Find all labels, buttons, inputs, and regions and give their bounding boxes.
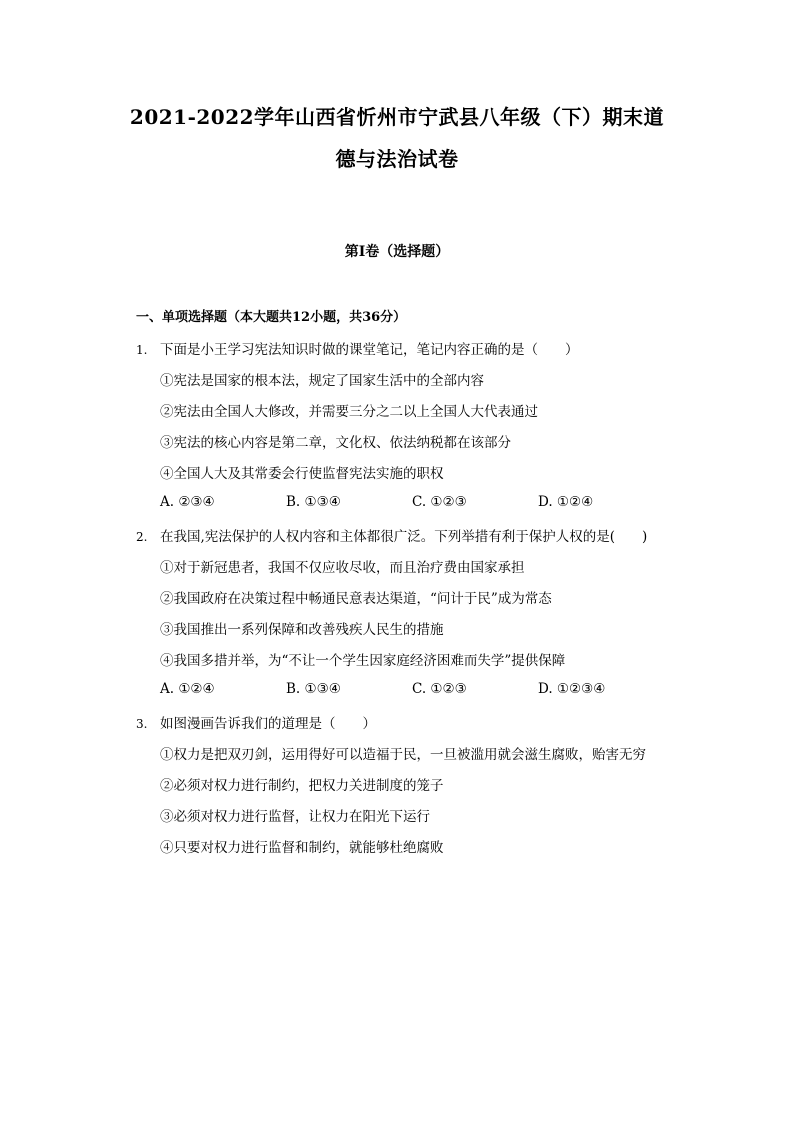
question-1-statement-1: ①宪法是国家的根本法，规定了国家生活中的全部内容 [160, 373, 484, 389]
question-1-statement-2: ②宪法由全国人大修改，并需要三分之二以上全国人大代表通过 [160, 404, 538, 420]
question-3-statement-3: ③必须对权力进行监督，让权力在阳光下运行 [160, 809, 430, 825]
question-1-statement-4: ④全国人大及其常委会行使监督宪法实施的职权 [160, 466, 444, 482]
question-1-choice-d[interactable]: D. ①②④ [538, 494, 594, 510]
question-3-stem: 如图漫画告诉我们的道理是（ ） [160, 716, 376, 732]
question-1 [136, 338, 579, 358]
question-1-number: 1. [136, 343, 148, 357]
question-2-statement-4: ④我国多措并举，为“不让一个学生因家庭经济困难而失学”提供保障 [160, 653, 566, 669]
question-2-stem: 在我国,宪法保护的人权内容和主体都很广泛。下列举措有利于保护人权的是( ) [160, 529, 648, 545]
question-1-choice-c[interactable]: C. ①②③ [412, 494, 467, 510]
question-1-choice-a[interactable]: A. ②③④ [160, 494, 215, 510]
question-1-choices [160, 494, 660, 514]
question-2-choice-b[interactable]: B. ①③④ [286, 681, 341, 697]
question-2-statement-3: ③我国推出一系列保障和改善残疾人民生的措施 [160, 622, 444, 638]
question-2 [136, 525, 647, 545]
question-1-statement-3: ③宪法的核心内容是第二章，文化权、依法纳税都在该部分 [160, 435, 511, 451]
exam-title-line-1: 2021-2022学年山西省忻州市宁武县八年级（下）期末道 [129, 105, 665, 129]
exam-title-line-2: 德与法治试卷 [335, 147, 459, 171]
question-2-choice-a[interactable]: A. ①②④ [160, 681, 215, 697]
question-3-number: 3. [136, 717, 148, 731]
question-3-statement-1: ①权力是把双刃剑，运用得好可以造福于民，一旦被滥用就会滋生腐败，贻害无穷 [160, 747, 646, 763]
question-1-choice-b[interactable]: B. ①③④ [286, 494, 341, 510]
question-2-choice-c[interactable]: C. ①②③ [412, 681, 467, 697]
question-3-statement-4: ④只要对权力进行监督和制约，就能够杜绝腐败 [160, 840, 444, 856]
question-3-statement-2: ②必须对权力进行制约，把权力关进制度的笼子 [160, 778, 444, 794]
section-heading: 一、单项选择题（本大题共12小题，共36分） [136, 310, 407, 325]
volume-heading: 第I卷（选择题） [344, 244, 450, 260]
question-2-number: 2. [136, 530, 148, 544]
question-2-statement-1: ①对于新冠患者，我国不仅应收尽收，而且治疗费由国家承担 [160, 560, 525, 576]
question-2-choice-d[interactable]: D. ①②③④ [538, 681, 606, 697]
question-1-stem: 下面是小王学习宪法知识时做的课堂笔记，笔记内容正确的是（ ） [160, 342, 579, 358]
question-2-statement-2: ②我国政府在决策过程中畅通民意表达渠道，“问计于民”成为常态 [160, 591, 552, 607]
question-2-choices [160, 681, 660, 701]
question-3 [136, 712, 376, 732]
